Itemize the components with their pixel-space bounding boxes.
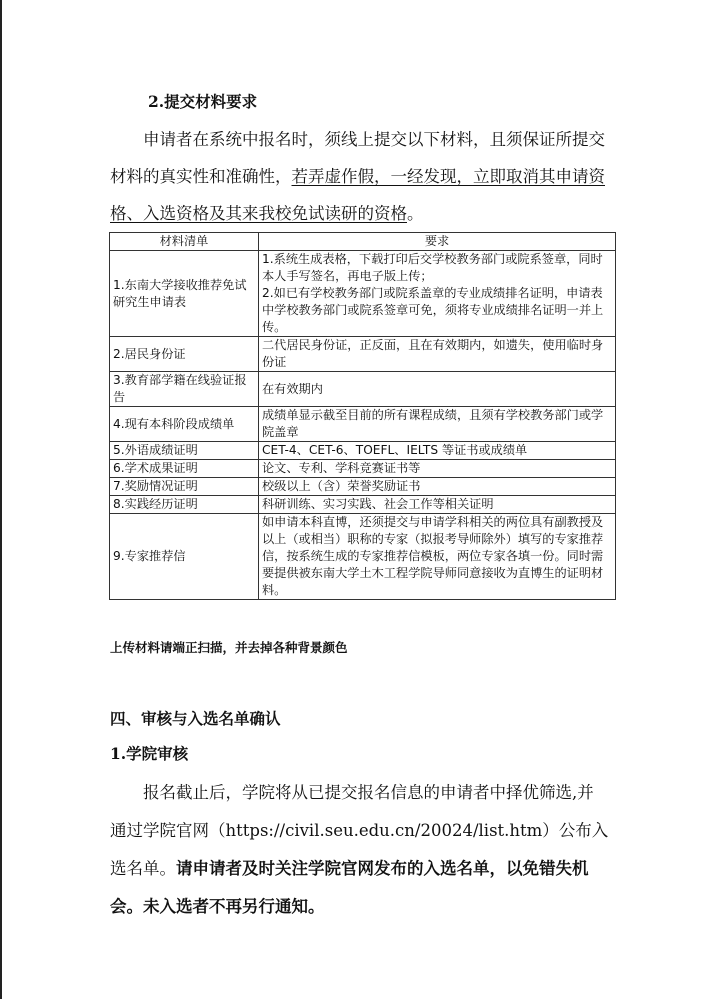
section-2-heading: 2.提交材料要求 [148, 92, 258, 111]
table-cell-requirement: 科研训练、实习实践、社会工作等相关证明 [259, 496, 616, 514]
table-cell-item: 4.现有本科阶段成绩单 [110, 407, 259, 442]
section-4-heading: 四、审核与入选名单确认 [110, 709, 281, 728]
table-row [110, 407, 616, 442]
review-paragraph [110, 774, 610, 926]
table-cell-item: 3.教育部学籍在线验证报告 [110, 372, 259, 407]
materials-paragraph-text: 申请者在系统中报名时，须线上提交以下材料，且须保证所提交材料的真实性和准确性， [110, 130, 605, 186]
table-row [110, 337, 616, 372]
requirement-line: 1.系统生成表格，下载打印后交学校教务部门或院系签章，同时本人手写签名，再电子版上传； [262, 252, 603, 283]
page-left-border [0, 0, 2, 999]
table-cell-item: 5.外语成绩证明 [110, 442, 259, 460]
table-cell-requirement: 成绩单显示截至目前的所有课程成绩，且须有学校教务部门或学院盖章 [259, 407, 616, 442]
table-cell-item: 1.东南大学接收推荐免试研究生申请表 [110, 251, 259, 337]
table-row [110, 251, 616, 337]
table-cell-requirement: 二代居民身份证，正反面，且在有效期内，如遗失，使用临时身份证 [259, 337, 616, 372]
requirement-line: 2.如已有学校教务部门或院系盖章的专业成绩排名证明，申请表中学校教务部门或院系签章可免，须将专业成绩排名证明一并上传。 [262, 286, 604, 334]
table-row [110, 442, 616, 460]
materials-paragraph-end: 。 [407, 204, 424, 223]
review-notice-bold: 请申请者及时关注学院官网发布的入选名单，以免错失机会。未入选者不再另行通知。 [110, 859, 589, 916]
upload-note: 上传材料请端正扫描，并去掉各种背景颜色 [110, 640, 348, 655]
table-cell-item: 8.实践经历证明 [110, 496, 259, 514]
table-cell-item: 2.居民身份证 [110, 337, 259, 372]
table-cell-requirement: 校级以上（含）荣誉奖励证书 [259, 478, 616, 496]
table-header-row [110, 233, 616, 251]
column-header-requirements: 要求 [259, 233, 616, 251]
table-cell-requirement: 论文、专利、学科竞赛证书等 [259, 460, 616, 478]
table-row [110, 514, 616, 600]
table-cell-item: 9.专家推荐信 [110, 514, 259, 600]
table-row [110, 372, 616, 407]
column-header-materials: 材料清单 [110, 233, 259, 251]
table-row [110, 460, 616, 478]
review-paragraph-text: 报名截止后，学院将从已提交报名信息的申请者中择优筛选,并通过学院官网（https://civil.seu.edu.cn/20024/list.htm）公布入选名单。 [110, 783, 609, 878]
materials-paragraph [110, 121, 610, 232]
college-review-subheading: 1.学院审核 [110, 744, 189, 763]
table-cell-item: 6.学术成果证明 [110, 460, 259, 478]
table-row [110, 496, 616, 514]
fraud-warning-text: 若弄虚作假，一经发现，立即取消其申请资格、入选资格及其来我校免试读研的资格 [110, 167, 605, 223]
table-cell-requirement [259, 251, 616, 337]
table-cell-requirement: CET-4、CET-6、TOEFL、IELTS 等证书或成绩单 [259, 442, 616, 460]
table-row [110, 478, 616, 496]
table-cell-requirement: 如申请本科直博，还须提交与申请学科相关的两位具有副教授及以上（或相当）职称的专家（拟报考导师除外）填写的专家推荐信，按系统生成的专家推荐信模板，两位专家各填一份。同时需要提供被东南大学土木工程学院导师同意接收为直博生的证明材料。 [259, 514, 616, 600]
table-cell-requirement: 在有效期内 [259, 372, 616, 407]
materials-table [109, 232, 616, 600]
table-cell-item: 7.奖励情况证明 [110, 478, 259, 496]
